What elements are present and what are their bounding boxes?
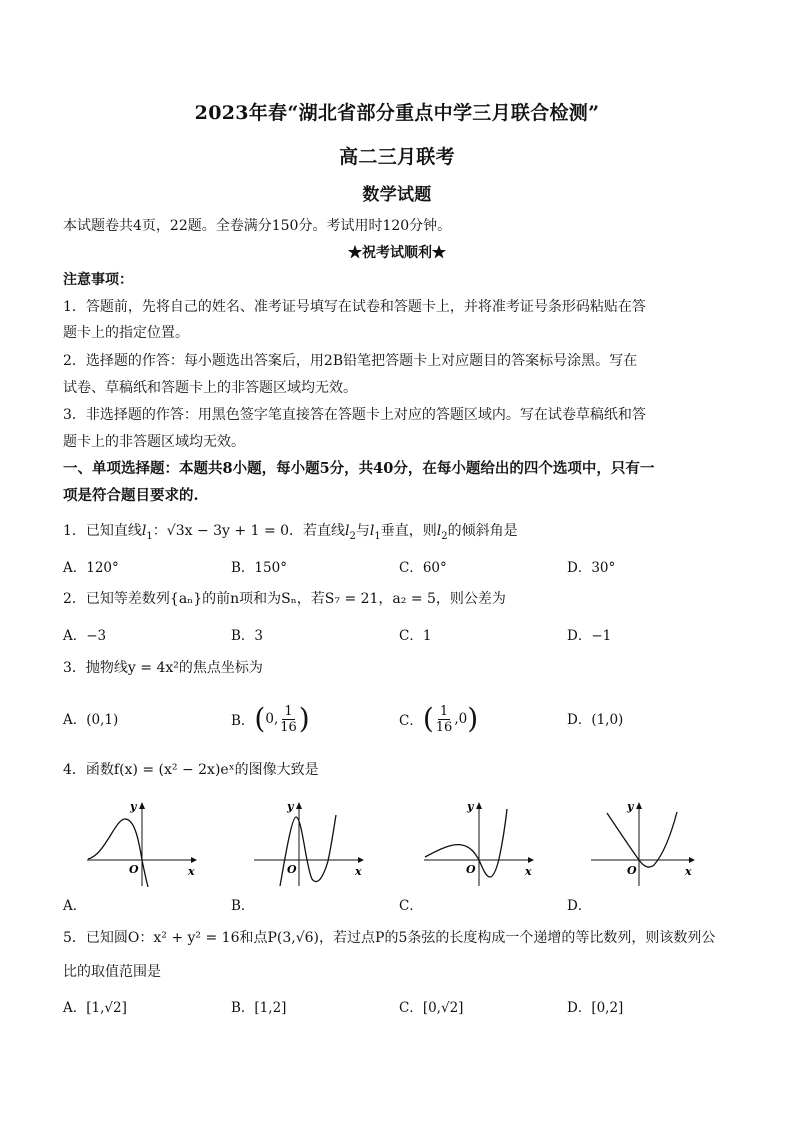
q4-graph-c [422, 797, 540, 887]
q3-b-left: 0, [265, 711, 279, 727]
question-3-stem: 3．抛物线y = 4x²的焦点坐标为 [63, 660, 263, 676]
q3-c-frac-num: 1 [439, 703, 449, 719]
q3-option-a[interactable]: A．(0,1) [63, 712, 119, 728]
q1-stem-part-e: 的倾斜角是 [447, 523, 518, 539]
q2-option-b[interactable]: B．3 [231, 628, 264, 644]
q4-d-x-label: x [685, 865, 692, 878]
q3-c-label: C． [399, 713, 423, 729]
q4-c-x-label: x [525, 865, 532, 878]
q4-d-y-label: y [627, 800, 634, 813]
q4-d-origin: O [627, 864, 637, 877]
q1-line-l2b: l [436, 523, 442, 539]
q1-stem-part-c: 与 [355, 523, 370, 539]
q4-b-y-label: y [287, 800, 294, 813]
q1-option-a[interactable]: A．120° [63, 560, 119, 576]
q1-option-c[interactable]: C．60° [399, 560, 447, 576]
q4-c-y-label: y [467, 800, 474, 813]
q4-graph-d [589, 797, 707, 887]
q1-stem-part-d: 垂直，则 [380, 523, 437, 539]
q2-option-c[interactable]: C．1 [399, 628, 432, 644]
note-1-line-2: 题卡上的指定位置。 [63, 325, 189, 341]
q2-option-a[interactable]: A．−3 [63, 628, 107, 644]
q4-graph-a [85, 797, 203, 887]
question-4-stem: 4．函数f(x) = (x² − 2x)eˣ的图像大致是 [63, 762, 319, 778]
section-heading-line-1: 一、单项选择题：本题共8小题，每小题5分，共40分，在每小题给出的四个选项中，只有一 [63, 460, 655, 477]
q4-a-x-label: x [188, 865, 195, 878]
notes-heading: 注意事项： [63, 272, 133, 288]
section-heading-line-2: 项是符合题目要求的. [63, 487, 199, 504]
q1-stem-part-a: 1．已知直线 [63, 523, 142, 539]
q4-b-origin: O [287, 863, 297, 876]
q3-c-right: ,0 [454, 711, 468, 727]
question-5-stem-line-1: 5．已知圆O：x² + y² = 16和点P(3,√6)，若过点P的5条弦的长度构成一个递增的等比数列，则该数列公 [63, 930, 716, 946]
q4-a-y-label: y [130, 800, 137, 813]
q5-option-a[interactable]: A．[1,√2] [63, 1000, 127, 1016]
note-3-line-2: 题卡上的非答题区域均无效。 [63, 434, 245, 450]
q3-b-label: B． [231, 713, 255, 729]
q1-line-l1: l [141, 523, 147, 539]
q1-option-d[interactable]: D．30° [567, 560, 616, 576]
q3-option-d[interactable]: D．(1,0) [567, 712, 624, 728]
q5-option-d[interactable]: D．[0,2] [567, 1000, 624, 1016]
q3-b-frac-den: 16 [280, 719, 297, 735]
q4-option-a[interactable]: A． [63, 898, 87, 914]
q1-line-l1b: l [369, 523, 375, 539]
q1-option-b[interactable]: B．150° [231, 560, 287, 576]
q1-stem-part-b: ：√3x − 3y + 1 = 0．若直线 [152, 523, 346, 539]
note-2-line-2: 试卷、草稿纸和答题卡上的非答题区域均无效。 [63, 380, 357, 396]
note-2-line-1: 2．选择题的作答：每小题选出答案后，用2B铅笔把答题卡上对应题目的答案标号涂黑。写在 [63, 353, 638, 369]
q4-option-d[interactable]: D． [567, 898, 592, 914]
blessing: ★祝考试顺利★ [348, 245, 446, 261]
q1-line-l2a: l [345, 523, 350, 539]
q3-c-frac-den: 16 [435, 719, 453, 735]
q4-b-x-label: x [355, 865, 362, 878]
q3-option-b[interactable]: B． ( 0, $\frac{1}{16}$ ) [231, 702, 310, 735]
note-1-line-1: 1．答题前，先将自己的姓名、准考证号填写在试卷和答题卡上，并将准考证号条形码粘贴在答 [63, 299, 646, 315]
q4-a-origin: O [129, 863, 139, 876]
q3-option-c[interactable]: C． ( $\frac{1}{16}$ ,0 ) [399, 702, 479, 735]
note-3-line-1: 3．非选择题的作答：用黑色签字笔直接答在答题卡上对应的答题区域内。写在试卷草稿纸和答 [63, 407, 646, 423]
exam-title: 2023年春“湖北省部分重点中学三月联合检测” [194, 102, 600, 124]
q4-option-c[interactable]: C． [399, 898, 423, 914]
q4-option-b[interactable]: B． [231, 898, 255, 914]
exam-subtitle: 高二三月联考 [339, 146, 455, 168]
q5-option-b[interactable]: B．[1,2] [231, 1000, 287, 1016]
q4-graph-b [252, 797, 370, 887]
exam-intro: 本试题卷共4页，22题。全卷满分150分。考试用时120分钟。 [63, 218, 452, 234]
q3-b-frac-num: 1 [284, 703, 293, 719]
exam-subject: 数学试题 [362, 185, 432, 205]
question-5-stem-line-2: 比的取值范围是 [63, 964, 161, 980]
question-1-stem: 1．已知直线$l_1$：√3x − 3y + 1 = 0．若直线$l_2$与$l_1$垂直，则$l_2$的倾斜角是 [63, 523, 518, 542]
q2-option-d[interactable]: D．−1 [567, 628, 612, 644]
q5-option-c[interactable]: C．[0,√2] [399, 1000, 464, 1016]
question-2-stem: 2．已知等差数列{aₙ}的前n项和为Sₙ，若S₇ = 21，a₂ = 5，则公差为 [63, 591, 506, 607]
q4-c-origin: O [466, 863, 476, 876]
